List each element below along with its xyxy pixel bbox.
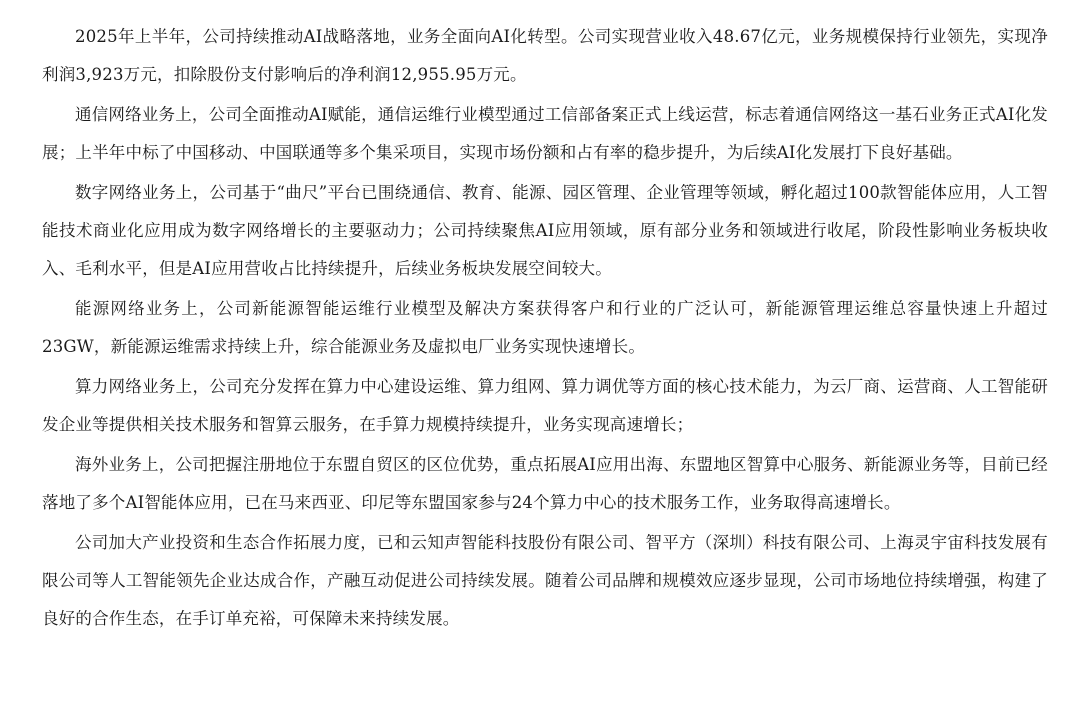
paragraph-overseas-business: 海外业务上，公司把握注册地位于东盟自贸区的区位优势，重点拓展AI应用出海、东盟地区智算中心服务、新能源业务等，目前已经落地了多个AI智能体应用，已在马来西亚、印尼等东盟国家参与24个算力中心的技术服务工作，业务取得高速增长。: [42, 455, 1048, 512]
paragraph-communication-network: 通信网络业务上，公司全面推动AI赋能，通信运维行业模型通过工信部备案正式上线运营，标志着通信网络这一基石业务正式AI化发展；上半年中标了中国移动、中国联通等多个集采项目，实现市场份额和占有率的稳步提升，为后续AI化发展打下良好基础。: [42, 105, 1048, 162]
paragraph-energy-network: 能源网络业务上，公司新能源智能运维行业模型及解决方案获得客户和行业的广泛认可，新能源管理运维总容量快速上升超过23GW，新能源运维需求持续上升，综合能源业务及虚拟电厂业务实现快速增长。: [42, 299, 1048, 356]
paragraph-overview: 2025年上半年，公司持续推动AI战略落地，业务全面向AI化转型。公司实现营业收入48.67亿元，业务规模保持行业领先，实现净利润3,923万元，扣除股份支付影响后的净利润12,955.95万元。: [42, 27, 1048, 84]
paragraph-ecosystem-cooperation: 公司加大产业投资和生态合作拓展力度，已和云知声智能科技股份有限公司、智平方（深圳）科技有限公司、上海灵宇宙科技发展有限公司等人工智能领先企业达成合作，产融互动促进公司持续发展。随着公司品牌和规模效应逐步显现，公司市场地位持续增强，构建了良好的合作生态，在手订单充裕，可保障未来持续发展。: [42, 533, 1048, 628]
paragraph-computing-network: 算力网络业务上，公司充分发挥在算力中心建设运维、算力组网、算力调优等方面的核心技术能力，为云厂商、运营商、人工智能研发企业等提供相关技术服务和智算云服务，在手算力规模持续提升，业务实现高速增长；: [42, 377, 1048, 434]
paragraph-digital-network: 数字网络业务上，公司基于“曲尺”平台已围绕通信、教育、能源、园区管理、企业管理等领域，孵化超过100款智能体应用，人工智能技术商业化应用成为数字网络增长的主要驱动力；公司持续聚焦AI应用领域，原有部分业务和领域进行收尾，阶段性影响业务板块收入、毛利水平，但是AI应用营收占比持续提升，后续业务板块发展空间较大。: [42, 183, 1048, 278]
